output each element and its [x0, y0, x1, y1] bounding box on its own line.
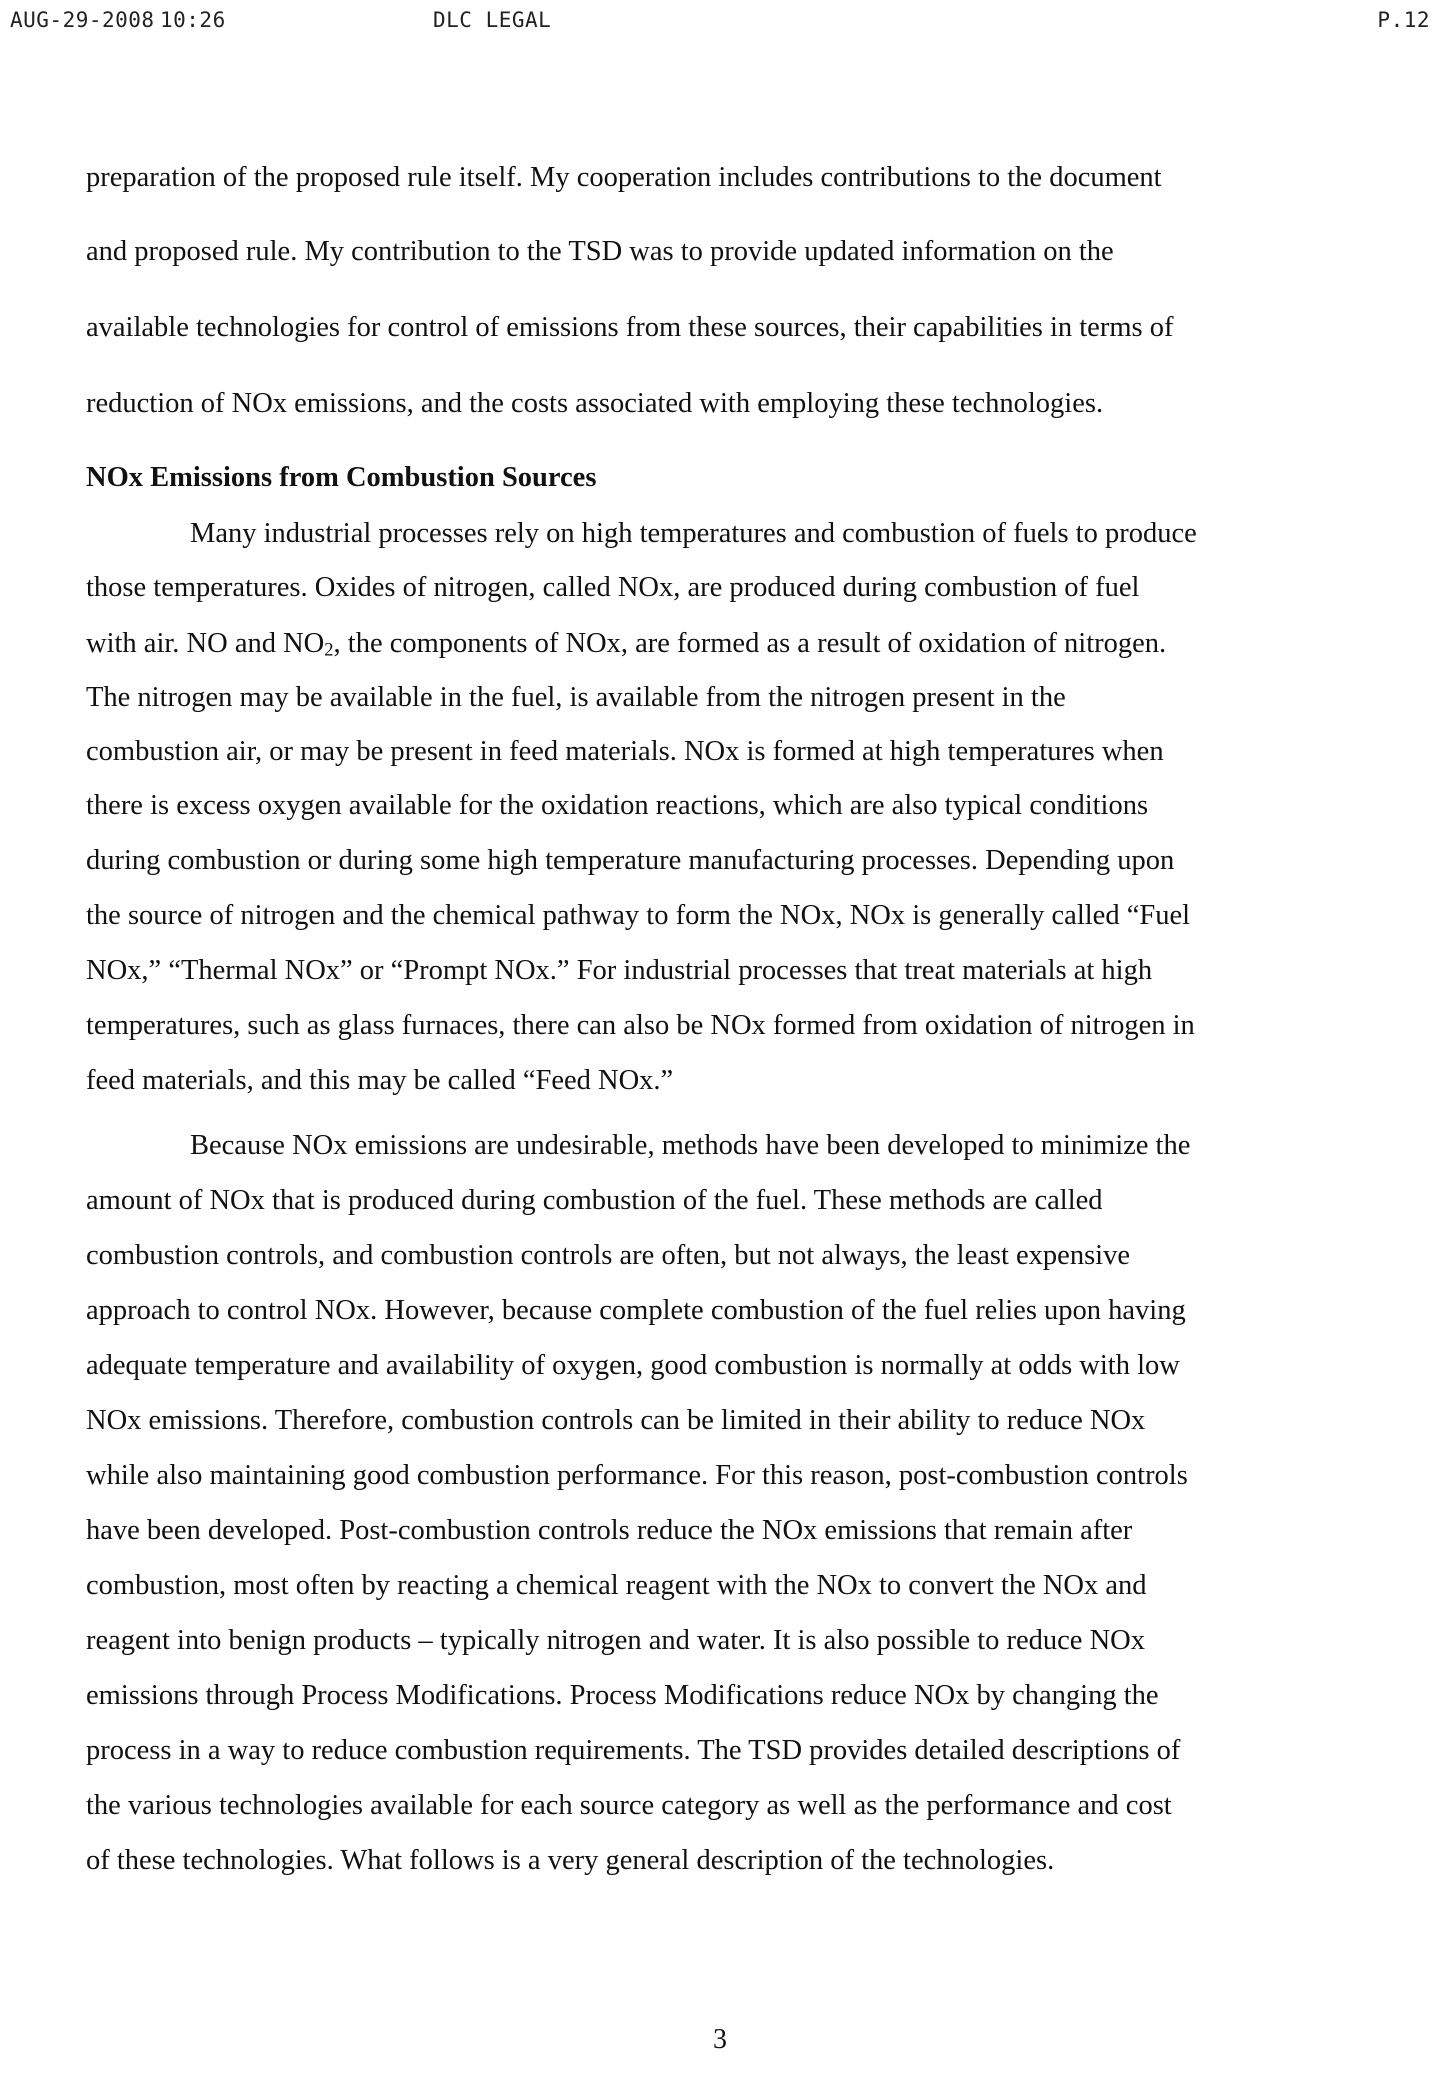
paragraph-line: there is excess oxygen available for the oxidation reactions, which are also typical conditions [86, 790, 1149, 821]
paragraph-line: Because NOx emissions are undesirable, methods have been developed to minimize the [190, 1130, 1191, 1161]
paragraph-line: NOx emissions. Therefore, combustion controls can be limited in their ability to reduce NOx [86, 1405, 1146, 1436]
intro-line: available technologies for control of emissions from these sources, their capabilities in terms of [86, 312, 1174, 343]
paragraph-line: Many industrial processes rely on high temperatures and combustion of fuels to produce [190, 518, 1197, 549]
paragraph-line: while also maintaining good combustion performance. For this reason, post-combustion controls [86, 1460, 1188, 1491]
paragraph-line: feed materials, and this may be called “Feed NOx.” [86, 1065, 674, 1096]
fax-date: AUG-29-2008 [10, 8, 155, 32]
paragraph-line: process in a way to reduce combustion requirements. The TSD provides detailed descriptions of [86, 1735, 1181, 1766]
formula-tail: , the components of NOx, are formed as a result of oxidation of nitrogen. [333, 628, 1167, 659]
paragraph-line: The nitrogen may be available in the fuel, is available from the nitrogen present in the [86, 682, 1066, 713]
paragraph-line: reagent into benign products – typically nitrogen and water. It is also possible to reduce NOx [86, 1625, 1145, 1656]
intro-line: preparation of the proposed rule itself. My cooperation includes contributions to the document [86, 162, 1162, 193]
paragraph-line: combustion controls, and combustion controls are often, but not always, the least expensive [86, 1240, 1130, 1271]
fax-time: 10:26 [160, 8, 226, 32]
formula-text: with air. NO and NO [86, 628, 325, 659]
intro-line: and proposed rule. My contribution to the TSD was to provide updated information on the [86, 236, 1114, 267]
paragraph-line: combustion air, or may be present in feed materials. NOx is formed at high temperatures when [86, 736, 1164, 767]
paragraph-line: the source of nitrogen and the chemical pathway to form the NOx, NOx is generally called “Fuel [86, 900, 1191, 931]
subscript: 2 [324, 639, 334, 661]
fax-header [0, 8, 1440, 38]
paragraph-line: combustion, most often by reacting a chemical reagent with the NOx to convert the NOx and [86, 1570, 1147, 1601]
paragraph-line: the various technologies available for each source category as well as the performance and cost [86, 1790, 1172, 1821]
intro-line: reduction of NOx emissions, and the costs associated with employing these technologies. [86, 388, 1104, 419]
paragraph-line: those temperatures. Oxides of nitrogen, called NOx, are produced during combustion of fuel [86, 572, 1140, 603]
paragraph-line: NOx,” “Thermal NOx” or “Prompt NOx.” For industrial processes that treat materials at high [86, 955, 1153, 986]
paragraph-line: have been developed. Post-combustion controls reduce the NOx emissions that remain after [86, 1515, 1133, 1546]
fax-page-number: P.12 [1377, 8, 1430, 32]
paragraph-line: approach to control NOx. However, because complete combustion of the fuel relies upon having [86, 1295, 1186, 1326]
paragraph-line: temperatures, such as glass furnaces, there can also be NOx formed from oxidation of nitrogen in [86, 1010, 1195, 1041]
paragraph-line: emissions through Process Modifications. Process Modifications reduce NOx by changing the [86, 1680, 1159, 1711]
paragraph-line: adequate temperature and availability of oxygen, good combustion is normally at odds with low [86, 1350, 1180, 1381]
paragraph-line: amount of NOx that is produced during combustion of the fuel. These methods are called [86, 1185, 1103, 1216]
fax-sender: DLC LEGAL [433, 8, 552, 32]
section-heading: NOx Emissions from Combustion Sources [86, 462, 597, 493]
page-number: 3 [713, 2024, 727, 2055]
paragraph-line [86, 626, 1166, 662]
paragraph-line: of these technologies. What follows is a very general description of the technologies. [86, 1845, 1055, 1876]
paragraph-line: during combustion or during some high temperature manufacturing processes. Depending upon [86, 845, 1175, 876]
